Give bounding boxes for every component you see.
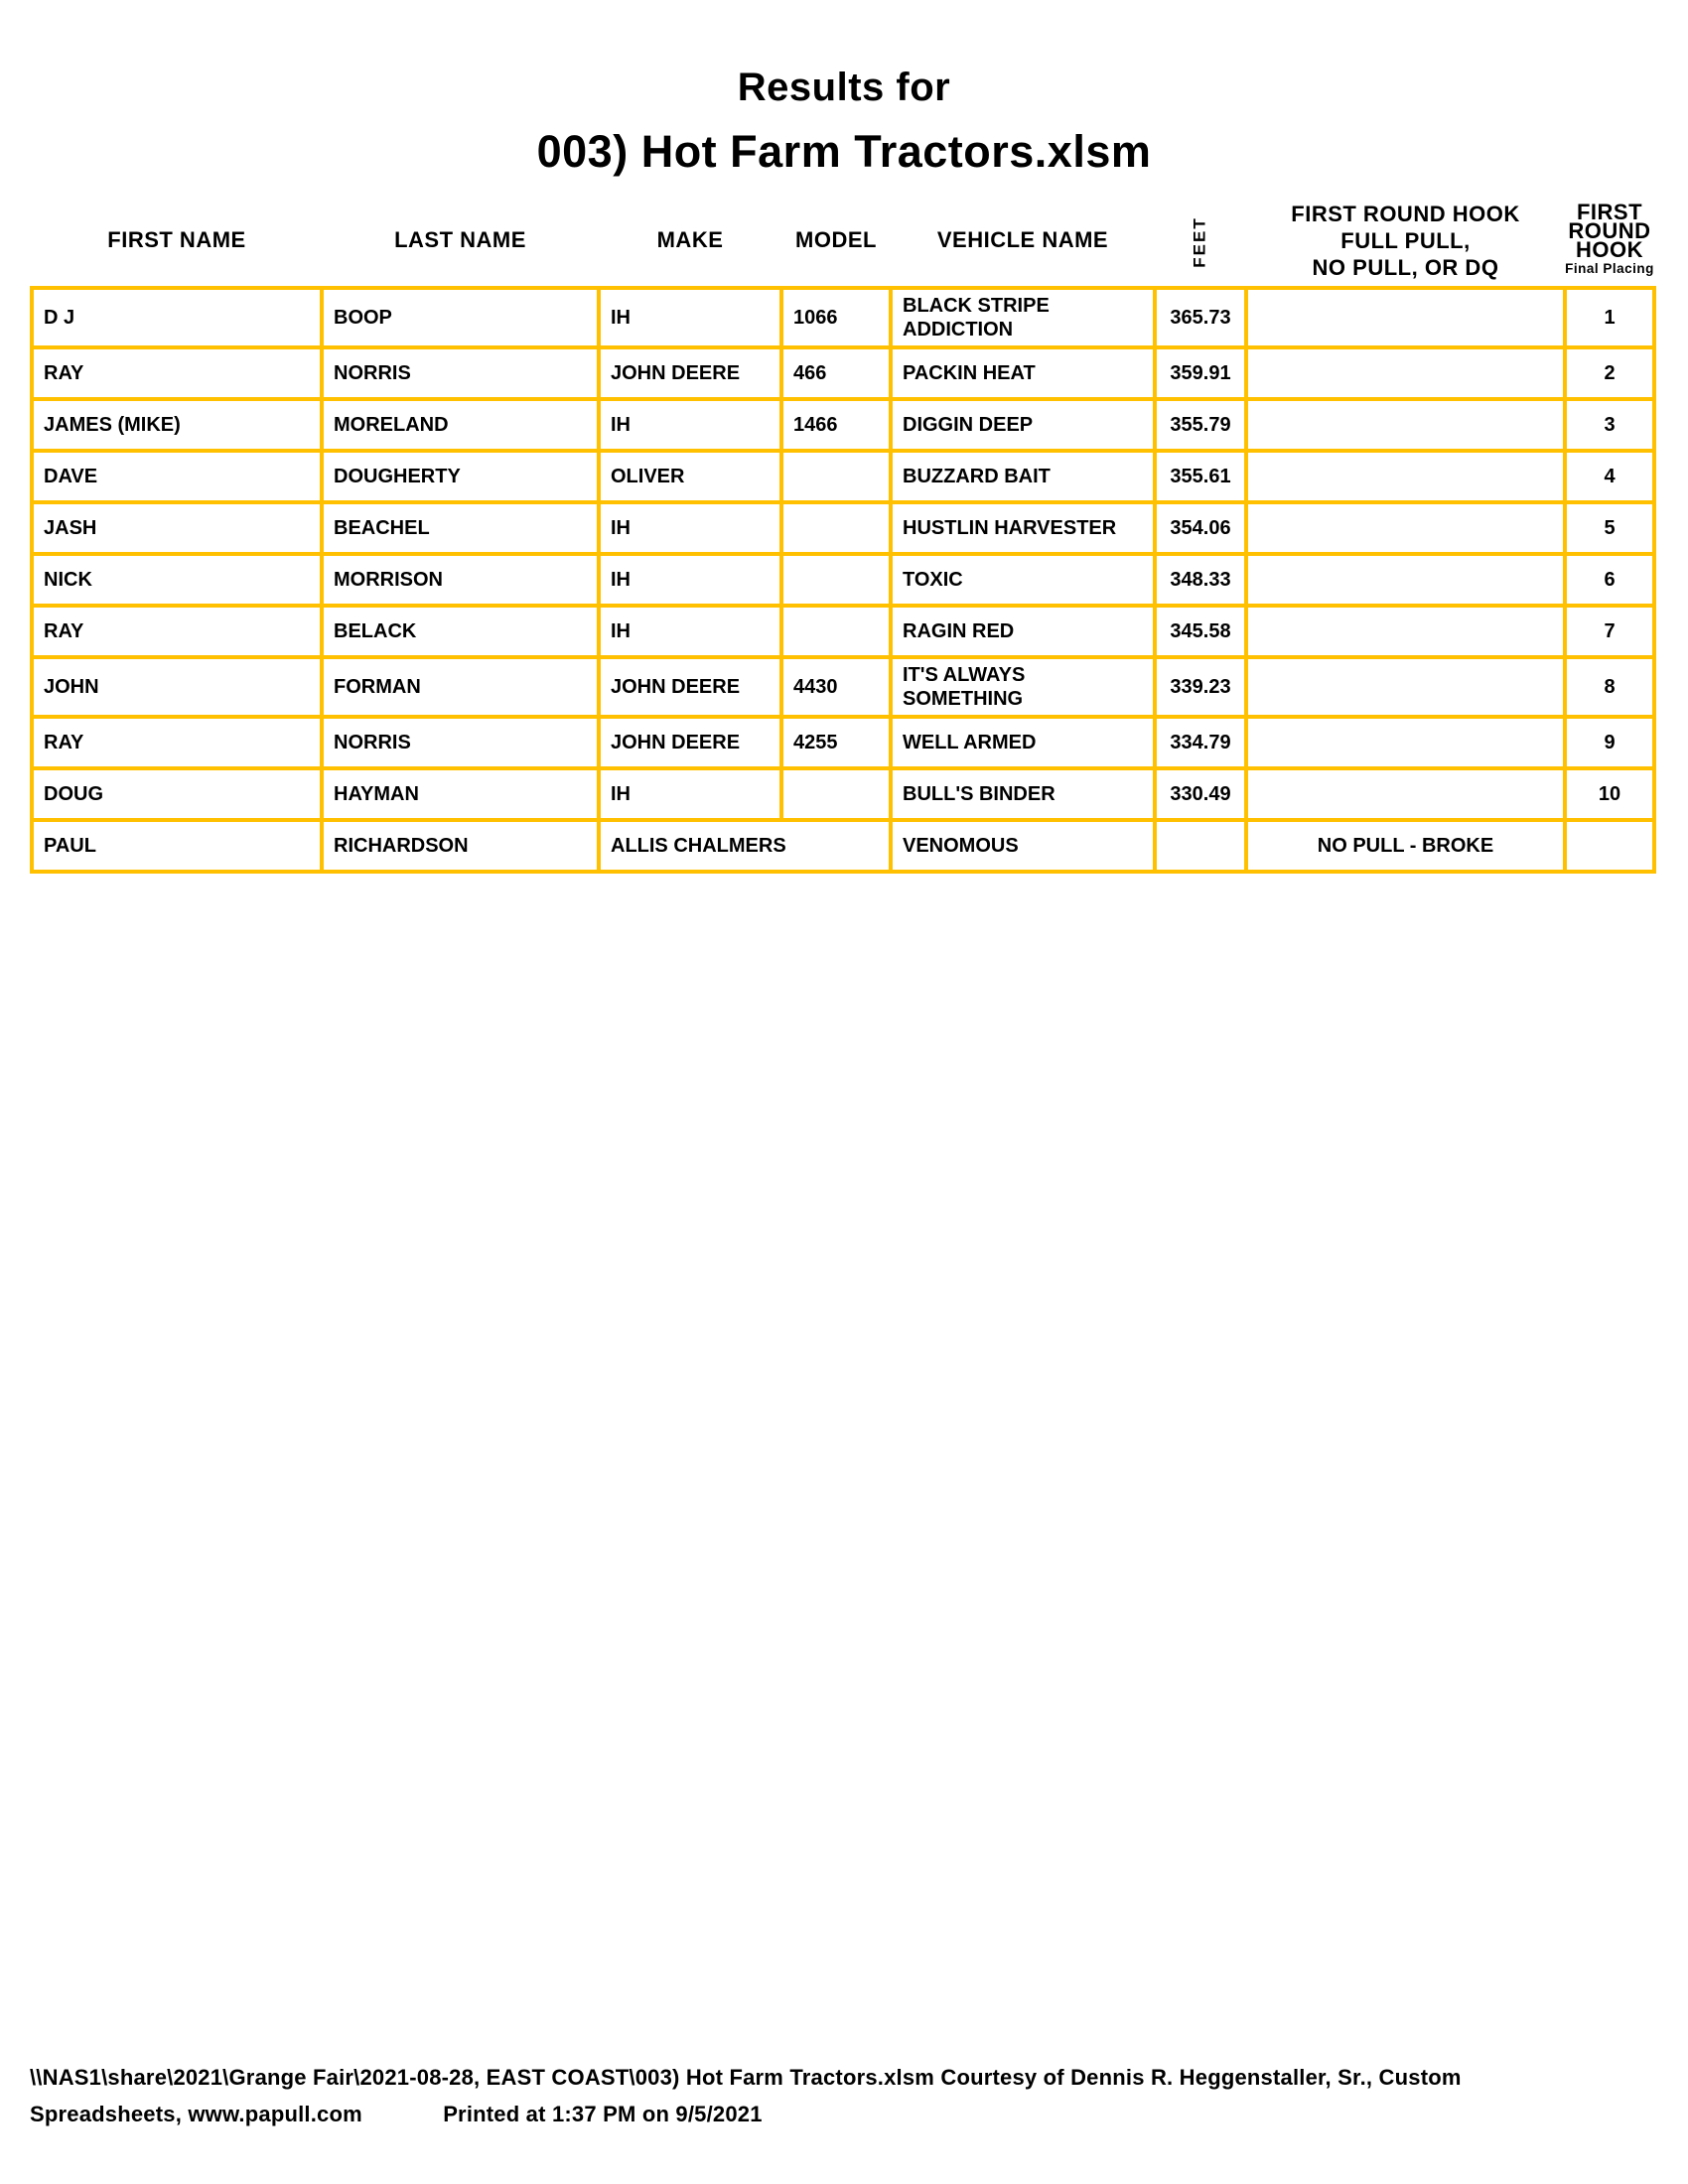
final-placing-header-line1: FIRST ROUND — [1568, 200, 1651, 243]
cell-vehicle-name: BUZZARD BAIT — [891, 451, 1155, 502]
cell-make: JOHN DEERE — [599, 657, 781, 717]
page-title — [0, 62, 1688, 183]
footer-website-text: Spreadsheets, www.papull.com — [30, 2102, 362, 2126]
column-header-feet — [1155, 195, 1246, 288]
cell-feet: 354.06 — [1155, 502, 1246, 554]
cell-first-name: JAMES (MIKE) — [32, 399, 322, 451]
cell-first-name: D J — [32, 288, 322, 347]
cell-make: JOHN DEERE — [599, 717, 781, 768]
cell-last-name: NORRIS — [322, 347, 599, 399]
cell-vehicle-name: HUSTLIN HARVESTER — [891, 502, 1155, 554]
cell-model — [781, 606, 891, 657]
cell-hook-result: NO PULL - BROKE — [1246, 820, 1565, 872]
cell-final-placing: 10 — [1565, 768, 1654, 820]
table-row — [32, 451, 1654, 502]
cell-last-name: MORRISON — [322, 554, 599, 606]
cell-final-placing: 3 — [1565, 399, 1654, 451]
page-footer — [30, 2059, 1666, 2132]
cell-last-name: MORELAND — [322, 399, 599, 451]
cell-last-name: HAYMAN — [322, 768, 599, 820]
cell-model: 4430 — [781, 657, 891, 717]
cell-last-name: NORRIS — [322, 717, 599, 768]
cell-make: IH — [599, 399, 781, 451]
cell-make: IH — [599, 606, 781, 657]
cell-first-name: DOUG — [32, 768, 322, 820]
table-row — [32, 347, 1654, 399]
cell-make: IH — [599, 502, 781, 554]
cell-vehicle-name: WELL ARMED — [891, 717, 1155, 768]
cell-model — [781, 554, 891, 606]
cell-first-name: DAVE — [32, 451, 322, 502]
cell-final-placing — [1565, 820, 1654, 872]
cell-feet: 355.61 — [1155, 451, 1246, 502]
cell-model: 1466 — [781, 399, 891, 451]
cell-last-name: BELACK — [322, 606, 599, 657]
table-row — [32, 768, 1654, 820]
cell-hook-result — [1246, 768, 1565, 820]
header-row — [32, 195, 1654, 288]
cell-feet: 355.79 — [1155, 399, 1246, 451]
cell-hook-result — [1246, 502, 1565, 554]
cell-first-name: RAY — [32, 606, 322, 657]
cell-vehicle-name: TOXIC — [891, 554, 1155, 606]
cell-hook-result — [1246, 347, 1565, 399]
cell-feet: 359.91 — [1155, 347, 1246, 399]
cell-vehicle-name: BULL'S BINDER — [891, 768, 1155, 820]
cell-vehicle-name: BLACK STRIPE ADDICTION — [891, 288, 1155, 347]
hook-result-header-line2: FULL PULL, — [1340, 227, 1471, 253]
footer-printed-timestamp: Printed at 1:37 PM on 9/5/2021 — [443, 2102, 763, 2126]
column-header-last-name: LAST NAME — [394, 227, 526, 252]
cell-final-placing: 4 — [1565, 451, 1654, 502]
cell-vehicle-name: DIGGIN DEEP — [891, 399, 1155, 451]
cell-model: 466 — [781, 347, 891, 399]
table-header — [32, 195, 1654, 288]
final-placing-header-line3: Final Placing — [1565, 261, 1654, 276]
cell-hook-result — [1246, 606, 1565, 657]
cell-feet: 339.23 — [1155, 657, 1246, 717]
cell-final-placing: 7 — [1565, 606, 1654, 657]
column-header-final-placing — [1565, 195, 1654, 288]
cell-first-name: RAY — [32, 347, 322, 399]
cell-last-name: RICHARDSON — [322, 820, 599, 872]
cell-final-placing: 1 — [1565, 288, 1654, 347]
cell-make: IH — [599, 768, 781, 820]
table-row — [32, 717, 1654, 768]
footer-second-line — [30, 2096, 1666, 2132]
cell-first-name: NICK — [32, 554, 322, 606]
cell-last-name: BOOP — [322, 288, 599, 347]
cell-first-name: RAY — [32, 717, 322, 768]
cell-last-name: DOUGHERTY — [322, 451, 599, 502]
cell-feet: 330.49 — [1155, 768, 1246, 820]
cell-final-placing: 5 — [1565, 502, 1654, 554]
cell-first-name: JASH — [32, 502, 322, 554]
hook-result-header-line1: FIRST ROUND HOOK — [1291, 201, 1520, 226]
column-header-first-name: FIRST NAME — [107, 227, 246, 252]
cell-model: 4255 — [781, 717, 891, 768]
cell-hook-result — [1246, 288, 1565, 347]
cell-vehicle-name: IT'S ALWAYS SOMETHING — [891, 657, 1155, 717]
results-table — [30, 195, 1656, 874]
column-header-vehicle-name: VEHICLE NAME — [936, 227, 1109, 252]
cell-final-placing: 8 — [1565, 657, 1654, 717]
cell-make: IH — [599, 554, 781, 606]
cell-model — [781, 502, 891, 554]
hook-result-header-line3: NO PULL, OR DQ — [1312, 254, 1499, 280]
cell-model: 1066 — [781, 288, 891, 347]
cell-final-placing: 2 — [1565, 347, 1654, 399]
cell-feet: 348.33 — [1155, 554, 1246, 606]
cell-first-name: JOHN — [32, 657, 322, 717]
cell-last-name: BEACHEL — [322, 502, 599, 554]
cell-make: JOHN DEERE — [599, 347, 781, 399]
cell-make-merged: ALLIS CHALMERS — [599, 820, 891, 872]
table-body — [32, 288, 1654, 872]
cell-model — [781, 451, 891, 502]
cell-feet: 345.58 — [1155, 606, 1246, 657]
cell-last-name: FORMAN — [322, 657, 599, 717]
cell-hook-result — [1246, 717, 1565, 768]
column-header-hook-result — [1246, 195, 1565, 288]
cell-first-name: PAUL — [32, 820, 322, 872]
page-title-line2: 003) Hot Farm Tractors.xlsm — [536, 126, 1152, 177]
table-row — [32, 288, 1654, 347]
cell-model — [781, 768, 891, 820]
cell-hook-result — [1246, 451, 1565, 502]
cell-hook-result — [1246, 554, 1565, 606]
feet-rotated-label: FEET — [1190, 216, 1209, 268]
cell-vehicle-name: VENOMOUS — [891, 820, 1155, 872]
cell-final-placing: 6 — [1565, 554, 1654, 606]
footer-file-path-line: \\NAS1\share\2021\Grange Fair\2021-08-28, EAST COAST\003) Hot Farm Tractors.xlsm Courtesy of Dennis R. Heggenstaller, Sr., Custom — [30, 2065, 1462, 2090]
cell-vehicle-name: RAGIN RED — [891, 606, 1155, 657]
column-header-model: MODEL — [795, 227, 877, 252]
final-placing-header-line2: HOOK — [1576, 237, 1643, 262]
table-row — [32, 657, 1654, 717]
cell-feet: 334.79 — [1155, 717, 1246, 768]
page-title-line1: Results for — [737, 66, 951, 109]
cell-vehicle-name: PACKIN HEAT — [891, 347, 1155, 399]
table-row — [32, 606, 1654, 657]
cell-make: OLIVER — [599, 451, 781, 502]
table-row — [32, 399, 1654, 451]
column-header-make: MAKE — [656, 227, 724, 252]
cell-hook-result — [1246, 399, 1565, 451]
table-row — [32, 820, 1654, 872]
cell-feet: 365.73 — [1155, 288, 1246, 347]
table-row — [32, 554, 1654, 606]
cell-final-placing: 9 — [1565, 717, 1654, 768]
table-row — [32, 502, 1654, 554]
cell-make: IH — [599, 288, 781, 347]
cell-hook-result — [1246, 657, 1565, 717]
cell-feet — [1155, 820, 1246, 872]
